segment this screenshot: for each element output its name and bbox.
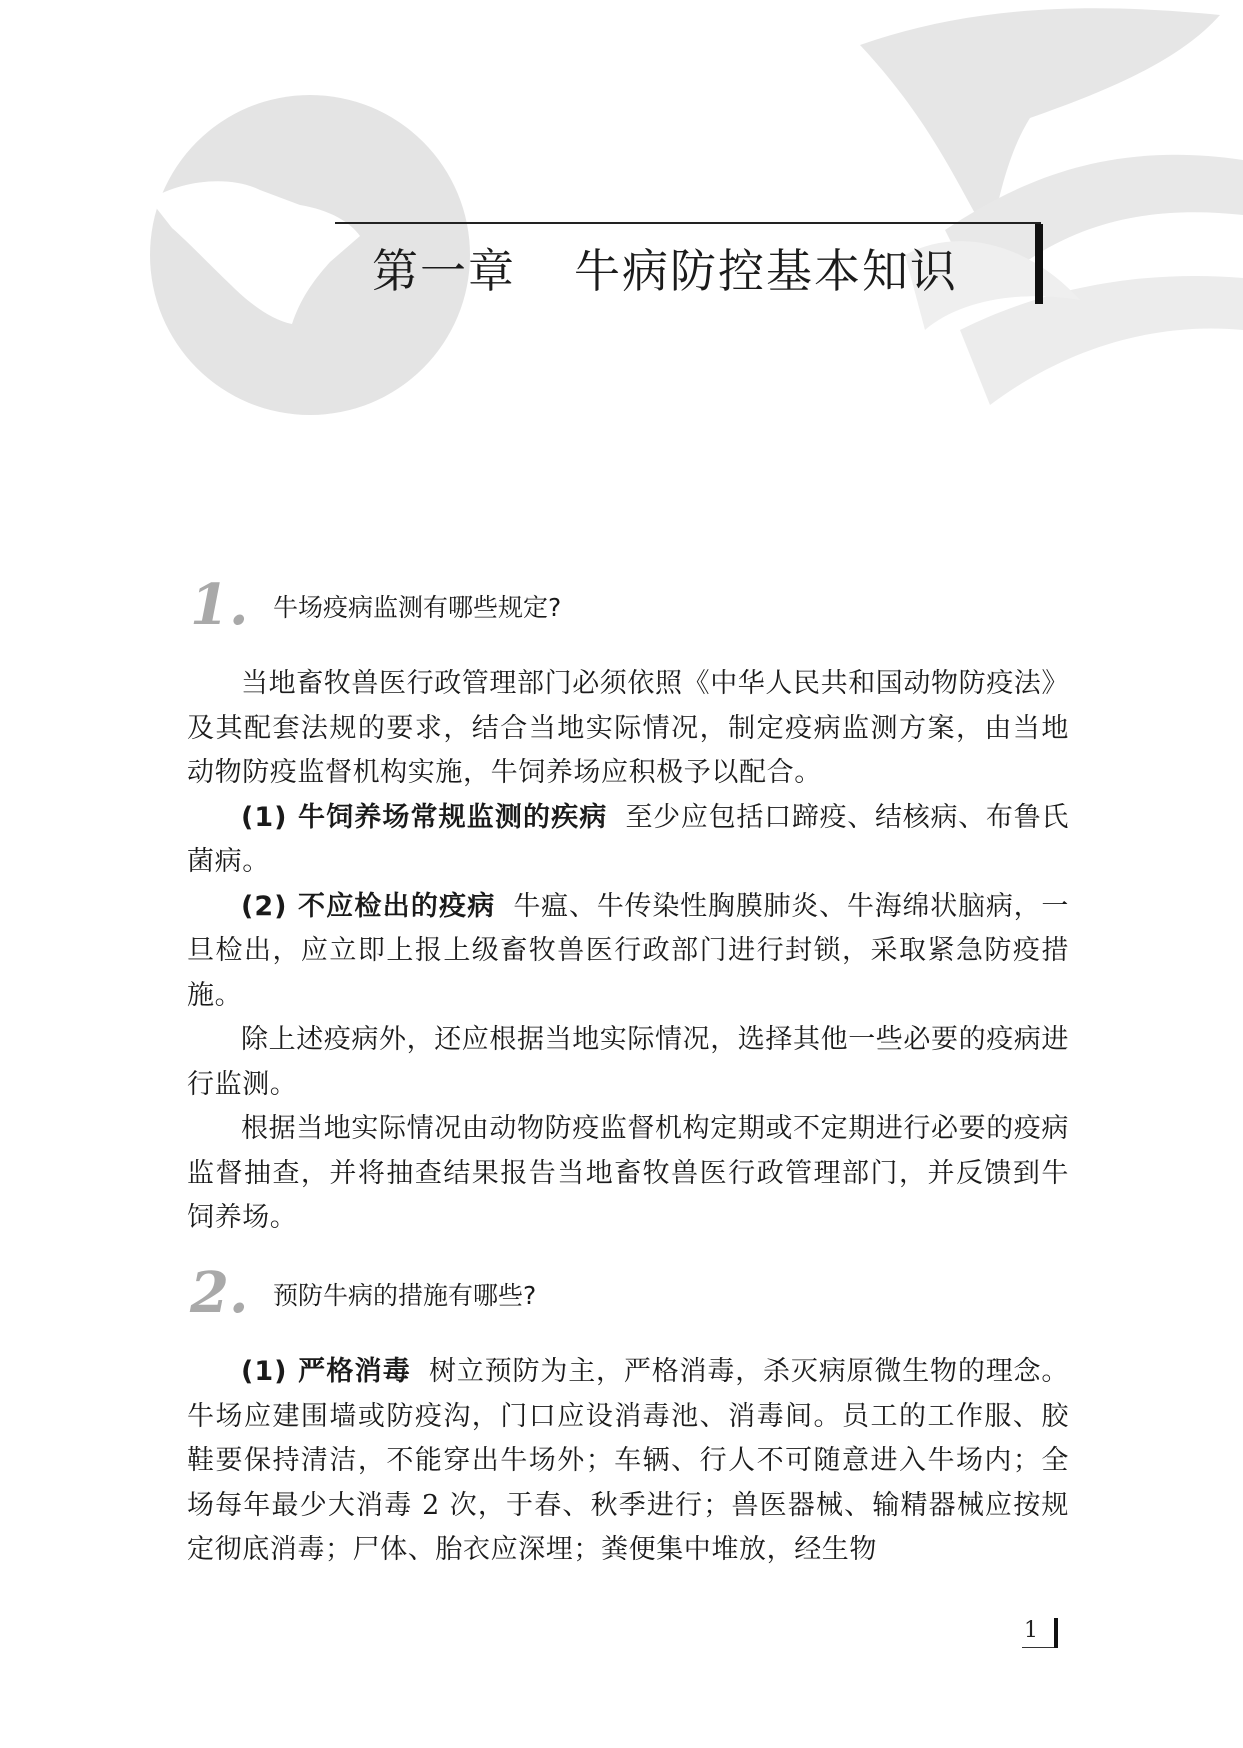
paragraph — [187, 1107, 1069, 1241]
paragraph — [187, 1018, 1069, 1107]
section-number: 2. — [190, 1260, 249, 1326]
section-1-body — [187, 662, 1069, 1241]
section-heading-1 — [190, 570, 1070, 640]
section-title: 预防牛病的措施有哪些? — [273, 1281, 537, 1310]
section-2-body — [187, 1350, 1069, 1573]
paragraph-text: 至少应包括口蹄疫、结核病、布鲁氏菌病。 — [187, 801, 1069, 877]
paragraph-text: 除上述疫病外，还应根据当地实际情况，选择其他一些必要的疫病进行监测。 — [187, 1024, 1069, 1100]
paragraph-text: 树立预防为主，严格消毒，杀灭病原微生物的理念。牛场应建围墙或防疫沟，门口应设消毒池、消毒间。员工的工作服、胶鞋要保持清洁，不能穿出牛场外；车辆、行人不可随意进入牛场内；全场每年最少大消毒 2 次，于春、秋季进行；兽医器械、输精器械应按规定彻底消毒；尸体、胎衣应深埋；粪便集中堆放，经生物 — [187, 1356, 1069, 1565]
paragraph — [187, 1350, 1069, 1573]
section-title: 牛场疫病监测有哪些规定? — [273, 593, 562, 622]
paragraph — [187, 796, 1069, 885]
paragraph — [187, 662, 1069, 796]
chapter-title: 牛病防控基本知识 — [574, 244, 958, 298]
paragraph — [187, 885, 1069, 1019]
chapter-heading — [372, 236, 1032, 306]
section-heading-2 — [190, 1258, 1070, 1328]
paragraph-text: 当地畜牧兽医行政管理部门必须依照《中华人民共和国动物防疫法》及其配套法规的要求，结合当地实际情况，制定疫病监测方案，由当地动物防疫监督机构实施，牛饲养场应积极予以配合。 — [187, 668, 1069, 788]
chapter-label: 第一章 — [372, 244, 516, 298]
chapter-heading-rule — [335, 222, 1041, 224]
page-number-bar — [1054, 1618, 1058, 1648]
paragraph-lead: (2) 不应检出的疫病 — [241, 890, 496, 922]
section-number: 1. — [190, 572, 249, 638]
paragraph-text: 牛瘟、牛传染性胸膜肺炎、牛海绵状脑病，一旦检出，应立即上报上级畜牧兽医行政部门进行封锁，采取紧急防疫措施。 — [187, 890, 1069, 1011]
paragraph-lead: (1) 牛饲养场常规监测的疾病 — [241, 801, 608, 833]
chapter-heading-bar — [1035, 224, 1043, 304]
page-number: 1 — [1024, 1618, 1038, 1643]
chapter-header-decoration — [0, 0, 1243, 440]
paragraph-text: 根据当地实际情况由动物防疫监督机构定期或不定期进行必要的疫病监督抽查，并将抽查结果报告当地畜牧兽医行政管理部门，并反馈到牛饲养场。 — [187, 1113, 1069, 1233]
paragraph-lead: (1) 严格消毒 — [241, 1356, 412, 1387]
page-number-rule — [1022, 1647, 1058, 1648]
